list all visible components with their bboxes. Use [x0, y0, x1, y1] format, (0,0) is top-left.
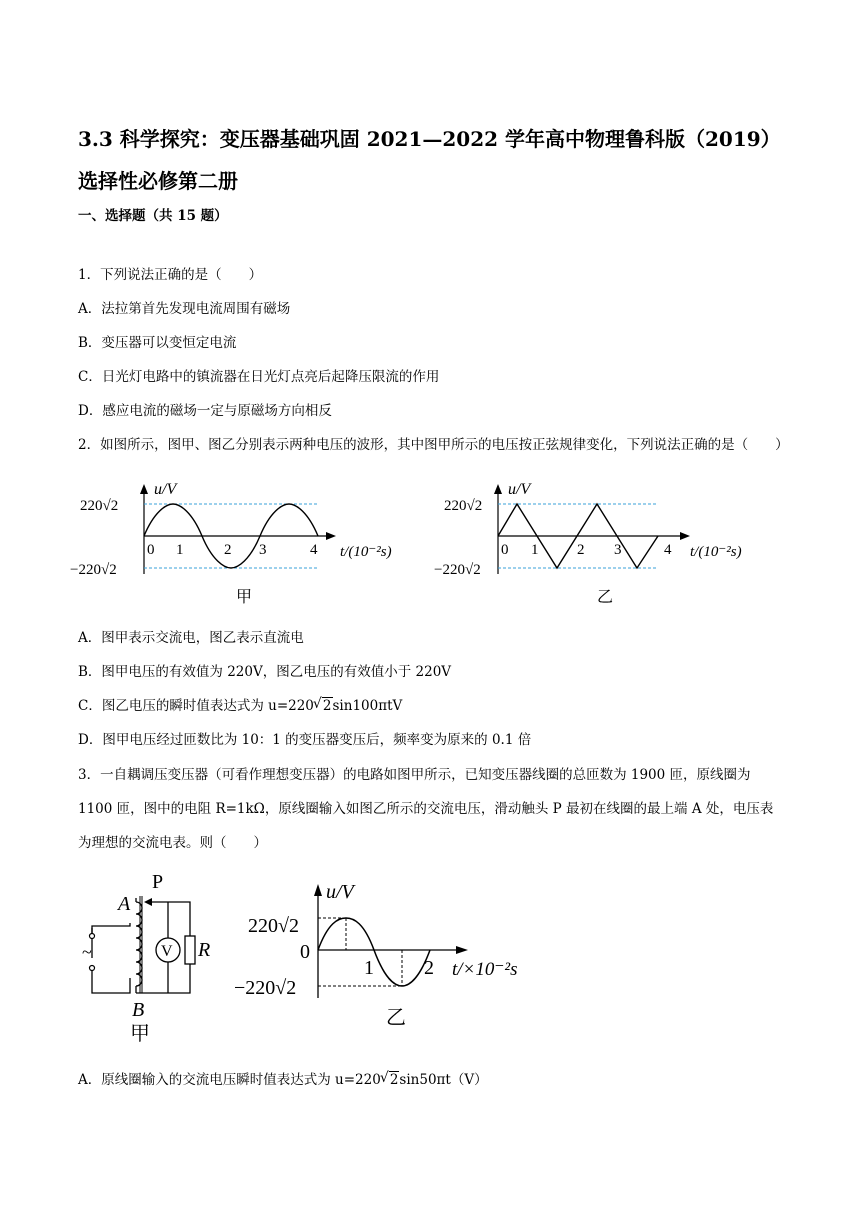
q2-jia-ymin: −220√2	[70, 562, 117, 578]
q3-wave-tick-1: 1	[364, 957, 374, 979]
q1-option-c: C．日光灯电路中的镇流器在日光灯点亮后起降压限流的作用	[78, 369, 440, 385]
q2-jia-tick-0: 0	[147, 542, 155, 558]
q2-yi-tick-2: 2	[577, 542, 585, 558]
q2-figure-jia	[70, 474, 408, 614]
q3-option-a: A．原线圈输入的交流电压瞬时值表达式为 u=220√ 2sin50πt（V）	[78, 1070, 488, 1090]
q3-wave-ymax: 220√2	[248, 915, 299, 937]
q2-yi-caption: 乙	[597, 589, 614, 606]
q2-stem: 2．如图所示，图甲、图乙分别表示两种电压的波形，其中图甲所示的电压按正弦规律变化，下列说法正确的是（ ）	[78, 437, 789, 453]
title-line-1: 3.3 科学探究：变压器基础巩固 2021—2022 学年高中物理鲁科版（2019）	[78, 127, 781, 151]
q2-jia-caption: 甲	[236, 589, 253, 606]
q1-option-d: D．感应电流的磁场一定与原磁场方向相反	[78, 403, 332, 419]
q2-yi-ymin: −220√2	[434, 562, 481, 578]
ac-terminal-top	[90, 934, 95, 939]
q2-jia-tick-3: 3	[259, 542, 267, 558]
ac-symbol: ~	[82, 942, 92, 962]
q2-jia-tick-4: 4	[310, 542, 318, 558]
q2-yi-ymax: 220√2	[444, 498, 483, 514]
q2-option-b: B．图甲电压的有效值为 220V，图乙电压的有效值小于 220V	[78, 664, 452, 680]
q3-wave-ylabel: u/V	[326, 881, 354, 903]
label-R: R	[198, 939, 211, 961]
title-line-2: 选择性必修第二册	[78, 169, 238, 193]
sqrt-symbol: √ 2	[314, 696, 333, 716]
q2-figure-yi	[432, 474, 762, 614]
voltmeter-label: V	[161, 943, 173, 960]
q2-jia-tick-1: 1	[176, 542, 184, 558]
q2-option-d: D．图甲电压经过匝数比为 10：1 的变压器变压后，频率变为原来的 0.1 倍	[78, 732, 532, 748]
label-A: A	[118, 893, 131, 915]
q3-caption-right: 乙	[386, 1007, 406, 1029]
q2-yi-tick-1: 1	[531, 542, 539, 558]
q2-jia-ymax: 220√2	[80, 498, 119, 514]
q3-figure-circuit	[78, 868, 228, 1048]
q3-wave-tick-2: 2	[424, 957, 434, 979]
label-P: P	[152, 871, 164, 893]
q3-stem: 3．一自耦调压变压器（可看作理想变压器）的电路如图甲所示，已知变压器线圈的总匝数为 1900 匝，原线圈为 1100 匝，图中的电阻 R=1kΩ，原线圈输入如图乙所示的交流电压，滑动触头 P 最初在线圈的最上端 A 处，电压表为理想的交流电表。则（ ）	[78, 767, 774, 851]
section-heading: 一、选择题（共 15 题）	[78, 208, 228, 224]
q3-caption-left: 甲	[130, 1023, 150, 1045]
q3-wave-ymin: −220√2	[234, 977, 297, 999]
q2-yi-ylabel: u/V	[508, 481, 531, 498]
q2-jia-ylabel: u/V	[154, 481, 177, 498]
q1-stem: 1．下列说法正确的是（ ）	[78, 267, 263, 283]
q2-yi-tick-0: 0	[501, 542, 509, 558]
label-B: B	[132, 999, 145, 1021]
q3-wave-xlabel: t/×10⁻²s	[452, 959, 518, 980]
q1-option-a: A．法拉第首先发现电流周围有磁场	[78, 301, 291, 317]
resistor-R	[185, 936, 195, 964]
q2-yi-tick-3: 3	[614, 542, 622, 558]
q2-option-a: A．图甲表示交流电，图乙表示直流电	[78, 630, 304, 646]
document-title	[78, 118, 788, 202]
q3-wave-zero: 0	[300, 941, 310, 963]
q1-option-b: B．变压器可以变恒定电流	[78, 335, 237, 351]
q2-option-c: C．图乙电压的瞬时值表达式为 u=220√ 2sin100πtV	[78, 696, 402, 716]
q3-figure-wave	[230, 868, 550, 1048]
q2-jia-xlabel: t/(10⁻²s)	[340, 544, 392, 560]
q2-yi-xlabel: t/(10⁻²s)	[690, 544, 742, 560]
ac-terminal-bottom	[90, 966, 95, 971]
q2-yi-tick-4: 4	[664, 542, 672, 558]
q2-jia-tick-2: 2	[224, 542, 232, 558]
sqrt-symbol: √ 2	[381, 1070, 400, 1090]
